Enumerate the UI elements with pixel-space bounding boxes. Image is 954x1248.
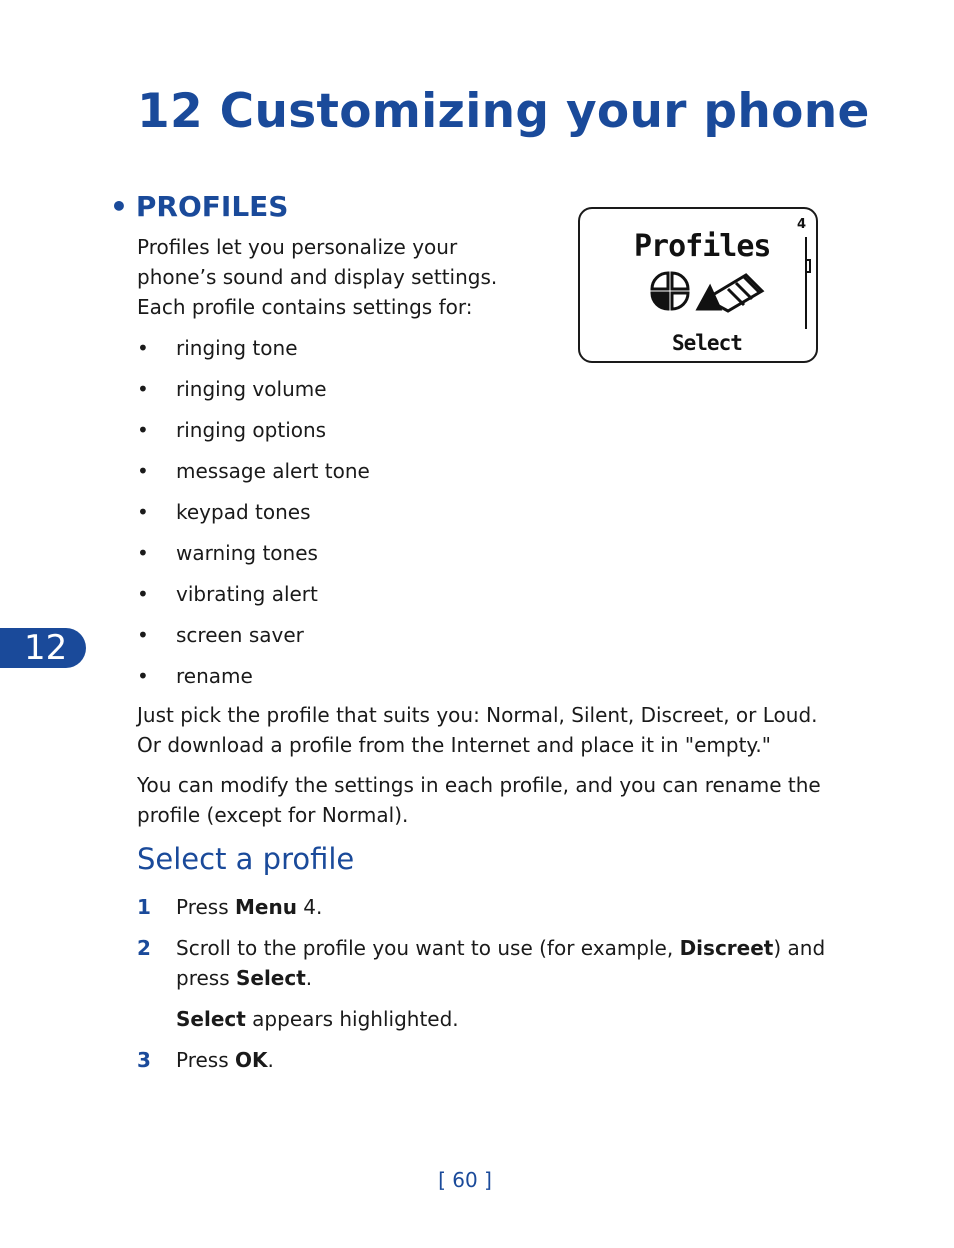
step-number: 1 [137,895,151,919]
step-number: 3 [137,1048,151,1072]
page-number: [ 60 ] [438,1168,492,1192]
list-bullet: • [137,582,149,606]
scrollbar-thumb [805,259,811,273]
profile-settings-list [137,332,370,701]
list-item-text: ringing tone [176,336,298,360]
list-item-text: message alert tone [176,459,370,483]
modify-settings-paragraph: You can modify the settings in each profile, and you can rename the profile (except for Normal). [137,773,821,827]
list-item-text: screen saver [176,623,304,647]
chapter-title: 12 Customizing your phone [137,84,870,139]
list-item-text: vibrating alert [176,582,318,606]
list-item [137,414,370,455]
list-item [137,537,370,578]
step-text [176,1045,836,1075]
list-bullet: • [137,623,149,647]
select-softkey: Select [672,331,742,355]
phone-screen-illustration [578,207,818,363]
step-text-part: Press [176,895,235,919]
list-bullet: • [137,541,149,565]
list-item [137,619,370,660]
list-item-text: ringing options [176,418,327,442]
scrollbar-track [805,237,807,329]
list-bullet: • [137,664,149,688]
step-text-part: 4. [296,895,323,919]
list-item-text: ringing volume [176,377,327,401]
section-heading [110,190,288,223]
intro-paragraph: Profiles let you personalize your phone’s sound and display settings. Each profile contains settings for: [137,235,498,319]
step-text [176,892,836,922]
list-item [137,373,370,414]
list-item-text: warning tones [176,541,318,565]
list-item-text: keypad tones [176,500,311,524]
profile-choice-paragraph: Just pick the profile that suits you: Normal, Silent, Discreet, or Loud. Or download a profile from the Internet and place it in "empty." [137,703,818,757]
step-text-part: Scroll to the profile you want to use (for example, [176,936,680,960]
chapter-tab-number: 12 [24,628,68,668]
list-item [137,578,370,619]
menu-key-label: Menu [235,895,297,919]
list-item [137,660,370,701]
step-text-part: . [305,966,313,990]
select-key-label: Select [235,966,306,990]
list-item-text: rename [176,664,253,688]
step-number: 2 [137,936,151,960]
list-bullet: • [137,377,149,401]
step-text [176,933,836,993]
profiles-icon [648,269,768,313]
list-item [137,332,370,373]
chapter-tab [0,628,86,668]
menu-index: 4 [796,217,806,232]
list-item [137,455,370,496]
select-profile-heading: Select a profile [137,842,355,876]
list-bullet: • [137,336,149,360]
list-bullet: • [137,418,149,442]
step-note-text: appears highlighted. [245,1007,459,1031]
heading-bullet: • [110,190,128,223]
screen-title: Profiles [634,229,771,264]
list-item [137,496,370,537]
discreet-label: Discreet [679,936,774,960]
step-note [176,1004,459,1034]
section-heading-text: PROFILES [135,190,289,223]
ok-key-label: OK [235,1048,268,1072]
step-text-part: Press [176,1048,235,1072]
select-key-label: Select [176,1007,246,1031]
list-bullet: • [137,500,149,524]
list-bullet: • [137,459,149,483]
step-text-part: . [267,1048,274,1072]
step-text-part: ) and press [176,936,826,990]
